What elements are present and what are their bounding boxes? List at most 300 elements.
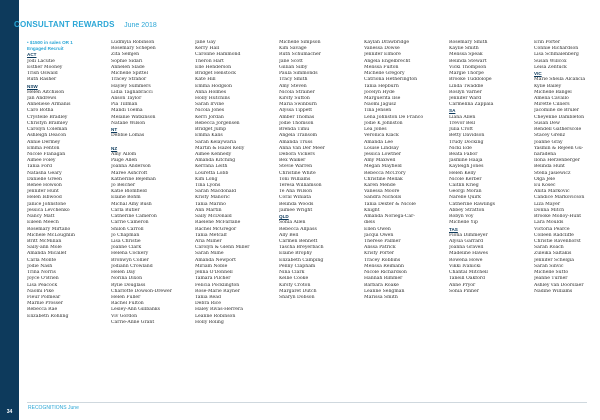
- consultant-name: Bridget Jump: [195, 127, 227, 133]
- consultant-name: Mandi Toema: [111, 108, 143, 114]
- consultant-name: Crystelle Bradley: [27, 114, 68, 120]
- consultant-name: Debbie Lomas: [111, 133, 145, 139]
- consultant-name: Beata Fabor: [449, 151, 478, 157]
- page-date: June 2018: [124, 22, 157, 29]
- consultant-name: Penny Clapham: [279, 263, 316, 269]
- consultant-name: Jessica Lowther: [364, 151, 401, 157]
- region-heading: VIC: [534, 71, 542, 77]
- consultant-name: Jenna O'Donnell: [195, 270, 233, 276]
- consultant-name: Nicola Jones: [195, 108, 225, 114]
- consultant-name: Christine White: [279, 170, 316, 176]
- consultant-name: Jodie K Johnston: [364, 120, 403, 126]
- consultant-name: Sally McDonald: [195, 214, 232, 220]
- consultant-name: Katie Blomfield: [111, 189, 147, 195]
- consultant-name: Carrie Cameron: [111, 220, 149, 226]
- consultant-name: Joanne Clark: [111, 245, 142, 251]
- consultant-name: Caitlin Krieg: [449, 183, 479, 189]
- consultant-name: Veronica Klack: [364, 133, 399, 139]
- consultant-name: Natalie Wilson: [111, 120, 146, 126]
- consultant-name: Michelle Gregory: [364, 71, 405, 77]
- consultant-name: Stacey Grenz: [534, 133, 566, 139]
- consultant-name: Sandra Nicholls: [364, 195, 402, 201]
- consultant-name: Pia Tillman: [111, 102, 138, 108]
- consultant-name: Brenda Timu: [279, 127, 310, 133]
- consultant-name: Jo Chapman: [111, 232, 140, 238]
- consultant-name: Debora Vickers: [279, 151, 315, 157]
- consultant-name: Caro Botha: [27, 108, 54, 114]
- consultant-name: diels: [364, 220, 375, 226]
- consultant-name: Trish Oswald: [27, 71, 58, 77]
- consultant-name: Robyn Voy: [449, 214, 474, 220]
- consultant-name: Elle Henderson: [195, 64, 232, 70]
- consultant-name: Aria Milner: [195, 239, 222, 244]
- consultant-name: Rowena Howe: [449, 257, 483, 263]
- consultant-name: Raelene McFarlane: [195, 220, 241, 226]
- consultant-name: Haley Rivas-Herrera: [195, 307, 243, 313]
- consultant-name: Joanne Gray: [534, 139, 563, 145]
- consultant-name: Nicole Flanagan: [27, 151, 66, 157]
- consultant-name: Hayley Summers: [111, 83, 151, 89]
- consultant-name: Sarah Roach: [534, 245, 564, 251]
- footer-section: RECOGNITIONS: [28, 405, 67, 411]
- consultant-name: Tania Marino: [195, 201, 226, 207]
- consultant-name: Britt McMillan: [27, 239, 62, 244]
- consultant-name: Barbara Roake: [364, 282, 399, 288]
- region-heading: NSW: [27, 83, 38, 89]
- consultant-name: Nicole Kerber: [449, 176, 482, 182]
- consultant-name: Sonia Allen: [279, 220, 306, 226]
- consultant-name: Trevor Bell: [449, 120, 476, 126]
- consultant-name: Lara Moulds: [534, 220, 564, 226]
- consultant-name: Ilona Herzenberger: [534, 158, 580, 164]
- consultant-name: Eileen Meech: [27, 220, 59, 226]
- consultant-name: Vicki Thompson: [449, 64, 487, 70]
- consultant-name: Jeanne Turner: [534, 276, 568, 282]
- consultant-name: Taneill Oakford: [449, 276, 485, 282]
- consultant-name: Kerry Hall: [195, 46, 220, 52]
- consultant-name: Anneleh Slade: [111, 64, 145, 70]
- consultant-name: Therese Palmer: [364, 239, 401, 244]
- consultant-name: Kirsty Croton: [279, 282, 311, 288]
- consultant-name: Amanda Truss: [279, 139, 313, 145]
- consultant-name: Marissa Smith: [364, 294, 398, 300]
- consultant-name: Megan Mayfield: [364, 164, 402, 170]
- consultant-name: Anna Van Der Meer: [279, 145, 325, 151]
- consultant-name: Holly Hutchins: [195, 95, 230, 101]
- consultant-name: Holly Roling: [195, 319, 224, 325]
- consultant-name: Karen Mende: [364, 183, 396, 189]
- name-column: [364, 40, 449, 301]
- consultant-name: Nicole Richardson: [364, 270, 407, 276]
- consultant-name: Amy Maxwell: [364, 158, 396, 164]
- consultant-name: Kristy Manoric: [195, 195, 230, 201]
- consultant-name: Amanda Lee: [364, 139, 393, 145]
- name-column: [195, 40, 280, 326]
- consultant-name: Carmen Bennett: [279, 239, 318, 244]
- consultant-name: Melissa Speak: [449, 52, 483, 58]
- consultant-name: Toni Williams: [279, 176, 311, 182]
- consultant-name: Mirette Cilliers: [534, 102, 570, 108]
- consultant-name: Rachel McGregor: [195, 226, 237, 232]
- consultant-name: Tania Dexter & Nicole: [364, 201, 416, 207]
- consultant-name: Angela Engelbrecht: [364, 58, 411, 64]
- consultant-name: Coral Winiata: [279, 195, 312, 201]
- consultant-name: Maree Ashcroft: [111, 170, 148, 176]
- consultant-name: Ludmyla Robinson: [111, 40, 155, 45]
- page-title: CONSULTANT REWARDS: [14, 20, 115, 29]
- consultant-name: Christine Mellak: [364, 176, 403, 182]
- consultant-name: Sarah Kelaywaria: [195, 139, 237, 145]
- consultant-name: Emma Kalis: [195, 133, 223, 139]
- consultant-name: Ruth Schumacher: [279, 52, 321, 58]
- consultant-name: Kerri Jordan: [195, 114, 224, 120]
- consultant-name: Tina Lyons: [195, 183, 221, 189]
- consultant-name: Tracy Smith: [279, 77, 308, 83]
- consultant-name: Jasmine Haaja: [449, 158, 483, 164]
- consultant-name: Ruth Rasher: [27, 77, 57, 83]
- region-heading: TAS: [449, 226, 458, 232]
- consultant-name: Kim Savage: [279, 46, 307, 52]
- consultant-name: Anne Pryor: [449, 282, 476, 288]
- consultant-name: Lesley-Ann Gillbanks: [111, 307, 161, 313]
- consultant-name: Ally Bell: [279, 232, 299, 238]
- consultant-name: Rosemary Smith: [449, 40, 488, 45]
- consultant-name: Aimee Foley: [27, 158, 56, 164]
- consultant-name: Amber Thomas: [279, 114, 315, 120]
- consultant-name: Tania Ford: [27, 164, 52, 170]
- consultant-name: Fleur Polmear: [27, 294, 61, 300]
- consultant-name: Anneliese Armanis: [27, 102, 71, 108]
- consultant-name: Leisa Zentuck: [534, 64, 567, 70]
- name-column: [27, 40, 112, 320]
- consultant-name: Lisa Peacock: [27, 282, 58, 288]
- consultant-name: Rebecca Jorgensen: [195, 120, 240, 126]
- consultant-name: Naomi Jagusz: [364, 102, 397, 108]
- consultant-name: Linda Twaddle: [449, 83, 484, 89]
- consultant-name: Susan Dew: [534, 120, 560, 126]
- consultant-name: Tracey Robbins: [364, 257, 401, 263]
- consultant-name: Catriona Hetherington: [364, 77, 418, 83]
- consultant-name: Amy Allom: [111, 151, 137, 157]
- consultant-name: Connie Richardson: [534, 46, 579, 52]
- consultant-name: Chantal Mitchell: [449, 270, 488, 276]
- name-column: [279, 40, 364, 301]
- consultant-name: Rebecca McCrory: [364, 170, 406, 176]
- consultant-name: Jessica Levchenko: [27, 207, 70, 213]
- consultant-name: Zuleika Saltakis: [534, 251, 572, 257]
- consultant-name: Christyn Bramley: [27, 120, 68, 126]
- consultant-name: Rose-Marie Rayner: [195, 288, 240, 294]
- consultant-name: Susan Willcox: [534, 58, 567, 64]
- consultant-name: Sophie Sidari: [111, 58, 143, 64]
- consultant-name: Helen Kelly: [449, 170, 476, 176]
- consultant-name: Liza Mayer: [534, 201, 561, 207]
- consultant-name: Catherine Cameron: [111, 214, 157, 220]
- consultant-name: naradena: [534, 151, 556, 157]
- consultant-name: Norina Dixon: [111, 276, 143, 282]
- consultant-name: Nicola Strainer: [279, 89, 315, 95]
- consultant-name: Carla Butler: [111, 207, 140, 213]
- consultant-name: Tania Metcalf: [195, 232, 227, 238]
- consultant-name: Michelle Simpson: [279, 40, 321, 45]
- consultant-name: Alison Taylor: [111, 95, 142, 101]
- consultant-name: Cheyenne Dambleton: [534, 114, 585, 120]
- consultant-name: Tascha Breyerbach: [279, 245, 324, 251]
- consultant-name: Yasmin & Rejeen Gu-: [534, 145, 584, 151]
- consultant-name: Roslyn Varner: [449, 89, 482, 95]
- consultant-name: Amanda Kitching: [195, 158, 236, 164]
- consultant-name: Katherine Bejeman: [111, 176, 156, 182]
- reward-criteria-note: • $1500 in sales OR 1: [27, 40, 73, 45]
- consultant-name: Carrie-Anne Grant: [111, 319, 155, 325]
- consultant-name: Naomi Pike: [27, 288, 54, 294]
- consultant-name: Anita Markovic: [534, 189, 570, 195]
- consultant-name: Leanne Seligman: [364, 288, 405, 294]
- footer-month: June: [68, 405, 79, 411]
- consultant-name: Louretta Lobb: [195, 170, 229, 176]
- consultant-name: Sarah Milne: [195, 251, 224, 257]
- consultant-name: Helen Fuller: [111, 294, 141, 300]
- consultant-name: Trudy Docking: [449, 139, 484, 145]
- consultant-name: Renee Howson: [27, 183, 62, 189]
- name-column: [111, 40, 196, 326]
- consultant-name: Brooke Molloy-Hunt: [534, 214, 582, 220]
- consultant-name: Nancy Matt: [27, 214, 55, 220]
- consultant-name: Margie Thorpe: [449, 71, 484, 77]
- page-sidebar-strip: [0, 0, 19, 420]
- consultant-name: Rebecca Rae: [27, 307, 58, 313]
- consultant-name: Kate Hill: [195, 77, 216, 83]
- consultant-name: Marie Sheila Alcancia: [534, 77, 586, 83]
- consultant-name: Christie Ravenhorst: [534, 239, 581, 244]
- consultant-name: Sarah Irvine: [195, 102, 224, 108]
- consultant-name: Melissa Reimann: [364, 263, 404, 269]
- reward-criteria-note: Engaged Recruit: [27, 46, 64, 52]
- consultant-name: Candice Markovicson: [534, 195, 585, 201]
- consultant-name: Maria Swinburn: [279, 102, 317, 108]
- consultant-name: Amanda Micallef: [27, 251, 67, 257]
- consultant-name: Jodiann Crowland: [111, 263, 153, 269]
- consultant-name: Sarah Macdonald: [195, 189, 237, 195]
- consultant-name: Michele McLoughlin: [27, 232, 75, 238]
- consultant-name: Michelle Spittel: [111, 71, 148, 77]
- consultant-name: Ashley van Doorslaer: [534, 282, 584, 288]
- consultant-name: Helen Isbwood: [27, 195, 62, 201]
- consultant-name: Gillian Silby: [279, 64, 308, 70]
- region-heading: QLD: [279, 214, 289, 220]
- consultant-name: Georgi Moran: [449, 189, 482, 195]
- consultant-name: Anna Holmes: [195, 89, 227, 95]
- consultant-name: Trina Norris: [27, 270, 56, 276]
- consultant-name: Melanie Watkinson: [111, 114, 156, 120]
- page-header: [14, 14, 157, 29]
- consultant-name: Jo Belcher: [111, 183, 136, 189]
- consultant-name: Viv Gordon: [111, 313, 138, 319]
- consultant-name: Tamara Pilcher: [195, 276, 231, 282]
- consultant-name: Marguerita Ilse: [364, 95, 401, 101]
- consultant-name: Catherine Rawlings: [449, 201, 496, 207]
- consultant-name: Jodie Thomson: [279, 120, 314, 126]
- consultant-name: Stella Jasiewicz: [534, 170, 571, 176]
- consultant-name: Lidia Tagliabracci: [111, 89, 153, 95]
- consultant-name: Natasha Geary: [27, 170, 62, 176]
- consultant-name: Elaine Bohm: [111, 195, 141, 201]
- consultant-name: Nina Clark: [279, 270, 305, 276]
- consultant-name: Tania Read: [195, 294, 221, 300]
- consultant-name: Tania Hepburn: [364, 83, 399, 89]
- consultant-name: Carolyn Coleman: [27, 127, 68, 133]
- region-heading: ACT: [27, 52, 37, 58]
- consultant-name: Jaimee Wright: [279, 207, 313, 213]
- consultant-name: Alysia Garrard: [449, 239, 484, 244]
- consultant-name: Rebecca Allpass: [279, 226, 317, 232]
- consultant-name: Rachel Fulton: [111, 301, 144, 307]
- consultant-name: Helen Day: [111, 270, 136, 276]
- consultant-name: Carla Monte: [27, 257, 57, 263]
- consultant-name: Lisa Schmalenberg: [534, 52, 579, 58]
- consultant-name: Annie Dermey: [27, 139, 61, 145]
- consultant-name: Jane Gay: [195, 40, 216, 45]
- consultant-name: Aimee Kennedy: [195, 151, 232, 157]
- consultant-name: Julia Croft: [449, 127, 473, 133]
- consultant-name: Belinda Stewart: [449, 58, 487, 64]
- consultant-name: Kayleigh Jones: [449, 164, 484, 170]
- consultant-name: Leanne Robinson: [195, 313, 236, 319]
- consultant-name: Louise Lindsay: [364, 145, 399, 151]
- consultant-name: Carolyn & Glenn Miller: [195, 245, 250, 251]
- name-column: [449, 40, 534, 295]
- consultant-name: Emma Fenton: [27, 145, 60, 151]
- region-heading: NZ: [111, 145, 118, 151]
- consultant-name: Jennifer Ward: [449, 95, 482, 101]
- consultant-name: Jacomine de Bruler: [534, 108, 579, 114]
- consultant-name: Theron Hart: [195, 58, 224, 64]
- consultant-name: Jennifer Elmore: [364, 52, 401, 58]
- consultant-name: Bex Walker: [279, 158, 306, 164]
- consultant-name: Paula Simmonds: [279, 71, 318, 77]
- consultant-name: Carmelina Zappala: [449, 102, 494, 108]
- consultant-name: Victoria Pearce: [534, 226, 570, 232]
- region-heading: SA: [449, 108, 456, 114]
- consultant-name: Lena Johnston De Franco: [364, 114, 424, 120]
- consultant-name: Belinda Woods: [279, 201, 314, 207]
- consultant-name: Helen Aitchison: [27, 89, 65, 95]
- consultant-name: Narelle Quirk: [449, 195, 481, 201]
- consultant-name: Jan Andrews: [27, 95, 57, 101]
- consultant-name: Alyssa Tippett: [279, 108, 313, 114]
- consultant-name: Michelle Sutto: [534, 270, 569, 276]
- consultant-name: Madeline Hawes: [449, 251, 488, 257]
- consultant-name: Brooke Tuddolope: [449, 77, 492, 83]
- consultant-name: Amanda Newport: [195, 257, 236, 263]
- consultant-name: Alissa Patrick: [364, 245, 396, 251]
- consultant-name: Rylie Douglass: [111, 282, 146, 288]
- consultant-name: Margaret Dutch: [279, 288, 317, 294]
- consultant-name: Amelia Cavallo: [534, 95, 569, 101]
- consultant-name: Colleen Radcliffe: [534, 232, 574, 238]
- consultant-name: Debra Rice: [195, 301, 221, 307]
- consultant-name: Esther Mooney: [27, 64, 63, 70]
- consultant-name: Jennifer Schelgia: [534, 257, 575, 263]
- consultant-name: Melissa Fulton: [364, 64, 399, 70]
- consultant-name: Kerrana Leith: [195, 164, 228, 170]
- consultant-name: Bronwyn Collier: [111, 257, 149, 263]
- consultant-name: Charlotte Dowson-Drewer: [111, 288, 172, 294]
- consultant-name: Sally-ann Mole: [27, 245, 62, 251]
- consultant-name: Jacqui Owen: [364, 232, 394, 238]
- consultant-name: Miriam Noble: [195, 263, 228, 269]
- consultant-name: Lisa Christie: [111, 239, 141, 244]
- consultant-name: Kylie Bailey: [534, 83, 562, 89]
- consultant-name: Janice Johnstone: [27, 201, 66, 207]
- consultant-name: Helena Cockery: [111, 251, 149, 257]
- consultant-name: Michal Amy Bush: [111, 201, 152, 207]
- consultant-name: Stevie Warren: [279, 164, 313, 170]
- consultant-name: Hannah Rimmer: [364, 276, 403, 282]
- consultant-name: Tracey Strahor: [111, 77, 147, 83]
- consultant-name: Zita Semjen: [111, 52, 140, 58]
- consultant-name: Te Ana Wilson: [279, 189, 313, 195]
- consultant-name: Nadine Williams: [534, 288, 573, 294]
- consultant-name: Tina Jensen: [364, 108, 392, 114]
- region-heading: NT: [111, 127, 118, 133]
- consultant-name: Kim Long: [195, 176, 218, 182]
- consultant-name: Vanessa Moore: [364, 189, 400, 195]
- recipients-columns: [27, 40, 587, 400]
- consultant-name: Kaylah Drawbridge: [364, 40, 410, 45]
- consultant-name: Vikki Ivanicki: [449, 263, 481, 269]
- consultant-name: Joyce O'Brien: [27, 276, 59, 282]
- consultant-name: Kaylie Smith: [449, 46, 479, 52]
- consultant-name: Nicki Ede: [449, 145, 472, 151]
- consultant-name: Michelle Yip: [449, 220, 478, 226]
- consultant-name: Sarah Sinvic: [534, 263, 564, 269]
- consultant-name: Marnie Prosser: [27, 301, 63, 307]
- consultant-name: Erin Porter: [534, 40, 561, 45]
- consultant-name: Kellie Cooke: [279, 276, 309, 282]
- consultant-name: Betty Davidson: [449, 133, 485, 139]
- consultant-name: Angela Transom: [279, 133, 318, 139]
- consultant-name: Rendell Gatherscole: [534, 127, 582, 133]
- consultant-name: Bridget Henstock: [195, 71, 236, 77]
- consultant-name: Emma Hodgson: [195, 83, 232, 89]
- consultant-name: Jodie Nash: [27, 263, 53, 269]
- consultant-name: Sharyn Dobson: [279, 294, 315, 300]
- consultant-name: Vanessa Dowse: [364, 46, 400, 52]
- consultant-name: Danielle Green: [27, 176, 62, 182]
- consultant-name: Jane Scott: [279, 58, 303, 64]
- consultant-name: Sonia Pinner: [449, 288, 479, 294]
- consultant-name: Jennifer Hunt: [27, 189, 59, 195]
- consultant-name: Joanna Anderson: [111, 164, 151, 170]
- consultant-name: Ann Martin: [195, 207, 222, 213]
- consultant-name: Elizabeth Camping: [279, 257, 324, 263]
- consultant-name: Olga Jele: [534, 176, 556, 182]
- consultant-name: Belinda Hunt: [534, 164, 565, 170]
- consultant-name: Donna Mitch: [534, 207, 565, 213]
- consultant-name: Joanna Gravell: [449, 245, 484, 251]
- consultant-name: Eu Kosec: [534, 183, 556, 189]
- consultant-name: Martin & Hazel Kelly: [195, 145, 245, 151]
- consultant-name: Knight: [364, 207, 380, 213]
- consultant-name: Teresa Williamson: [279, 183, 322, 189]
- consultant-name: Kristy Porter: [364, 251, 394, 257]
- footer-divider: [27, 402, 587, 403]
- consultant-name: Fiona Dimmeyer: [449, 232, 488, 238]
- consultant-name: Lea Jones: [364, 127, 387, 133]
- consultant-name: Jocelyn Hyde: [364, 89, 395, 95]
- consultant-name: Elizabeth Rohling: [27, 313, 69, 319]
